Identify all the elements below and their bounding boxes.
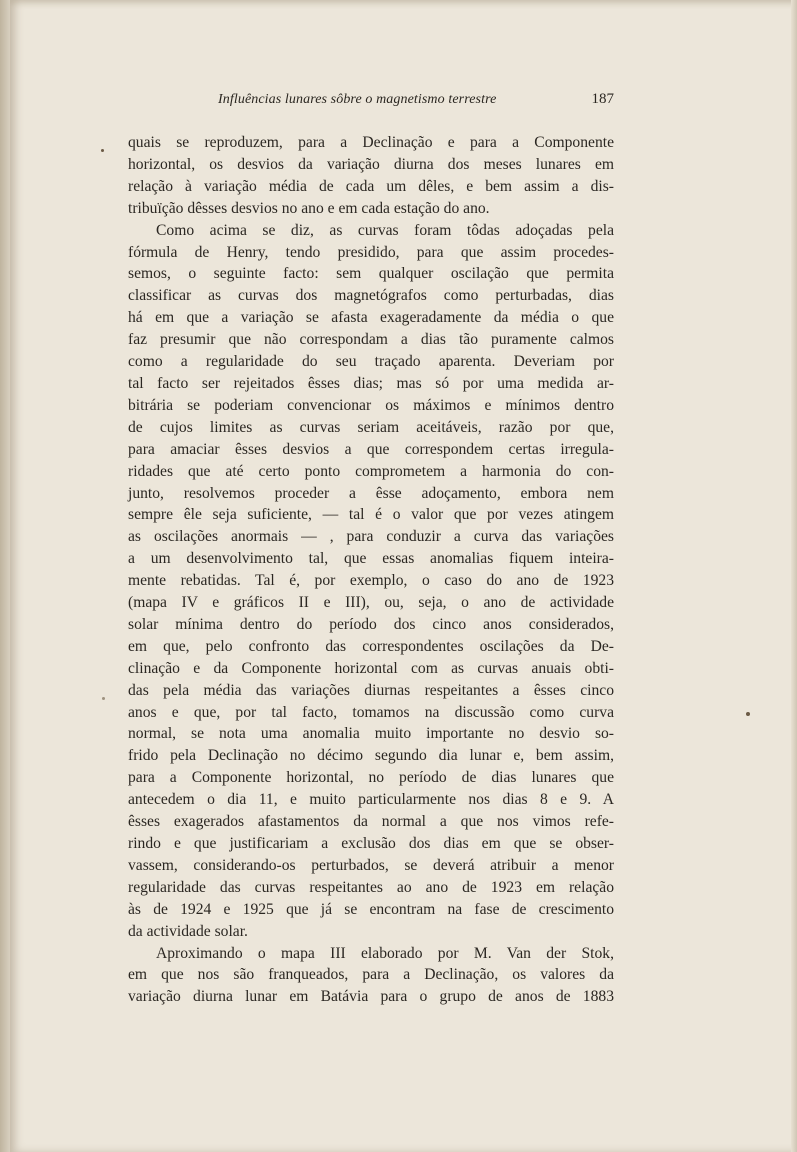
text-line: bitrária se poderiam convencionar os máximos e mínimos dentro — [128, 396, 614, 414]
text-line: horizontal, os desvios da variação diurna dos meses lunares em — [128, 155, 614, 173]
text-line: frido pela Declinação no décimo segundo dia lunar e, bem assim, — [128, 747, 614, 765]
text-line: fórmula de Henry, tendo presidido, para que assim procedes- — [128, 243, 614, 261]
text-line: anos e que, por tal facto, tomamos na discussão como curva — [128, 703, 614, 721]
text-line: (mapa IV e gráficos II e III), ou, seja, o ano de actividade — [128, 594, 614, 612]
text-line: como a regularidade do seu traçado aparenta. Deveriam por — [128, 353, 614, 371]
paragraph-3 — [128, 943, 614, 1009]
text-line: a um desenvolvimento tal, que essas anomalias fiquem inteira- — [128, 550, 614, 568]
body-text — [128, 132, 614, 1008]
paper-speck — [102, 697, 105, 700]
text-line: há em que a variação se afasta exageradamente da média o que — [128, 309, 614, 327]
text-line: quais se reproduzem, para a Declinação e para a Componente — [128, 134, 614, 151]
text-line: Como acima se diz, as curvas foram tôdas adoçadas pela — [156, 221, 614, 239]
text-line: da actividade solar. — [128, 922, 248, 940]
page-number: 187 — [591, 91, 614, 107]
text-line: as oscilações anormais — , para conduzir a curva das variações — [128, 528, 614, 546]
text-line: para a Componente horizontal, no período de dias lunares que — [128, 769, 614, 787]
text-line: êsses exagerados afastamentos da normal a que nos vimos refe- — [128, 813, 614, 831]
text-line: antecedem o dia 11, e muito particularmente nos dias 8 e 9. A — [128, 791, 614, 809]
text-line: classificar as curvas dos magnetógrafos como perturbadas, dias — [128, 287, 614, 305]
text-line: em que nos são franqueados, para a Declinação, os valores da — [128, 966, 614, 984]
page-edge — [791, 0, 797, 1152]
text-line: clinação e da Componente horizontal com as curvas anuais obti- — [128, 659, 614, 677]
text-line: relação à variação média de cada um dêles, e bem assim a dis- — [128, 177, 614, 195]
text-line: de cujos limites as curvas seriam aceitáveis, razão por que, — [128, 418, 614, 436]
paragraph-1 — [128, 132, 614, 220]
text-line: junto, resolvemos proceder a êsse adoçamento, embora nem — [128, 484, 614, 502]
text-line: em que, pelo confronto das correspondentes oscilações da De- — [128, 637, 614, 655]
text-line: vassem, considerando-os perturbados, se deverá atribuir a menor — [128, 856, 614, 874]
text-line: para amaciar êsses desvios a que correspondem certas irregula- — [128, 440, 614, 458]
text-line: normal, se nota uma anomalia muito importante no desvio so- — [128, 725, 614, 743]
text-line: rindo e que justificariam a exclusão dos dias em que se obser- — [128, 835, 614, 852]
running-header — [128, 89, 614, 111]
running-title: Influências lunares sôbre o magnetismo terrestre — [218, 92, 497, 107]
text-line: faz presumir que não correspondam a dias tão puramente calmos — [128, 331, 614, 349]
paragraph-2 — [128, 220, 614, 943]
text-line: sempre êle seja suficiente, — tal é o valor que por vezes atingem — [128, 506, 614, 524]
text-line: às de 1924 e 1925 que já se encontram na fase de crescimento — [128, 900, 614, 918]
paper-speck — [746, 712, 750, 716]
text-line: tribuïção dêsses desvios no ano e em cada estação do ano. — [128, 199, 490, 217]
text-line: mente rebatidas. Tal é, por exemplo, o caso do ano de 1923 — [128, 572, 614, 590]
paper-speck — [101, 149, 104, 152]
text-line: tal facto ser rejeitados êsses dias; mas só por uma medida ar- — [128, 374, 614, 392]
text-line: semos, o seguinte facto: sem qualquer oscilação que permita — [128, 265, 614, 283]
text-line: das pela média das variações diurnas respeitantes a êsses cinco — [128, 681, 614, 699]
text-line: regularidade das curvas respeitantes ao ano de 1923 em relação — [128, 878, 614, 896]
text-line: variação diurna lunar em Batávia para o grupo de anos de 1883 — [128, 988, 614, 1006]
text-line: solar mínima dentro do período dos cinco anos considerados, — [128, 615, 614, 633]
text-line: ridades que até certo ponto comprometem a harmonia do con- — [128, 462, 614, 480]
text-line: Aproximando o mapa III elaborado por M. Van der Stok, — [156, 944, 614, 962]
